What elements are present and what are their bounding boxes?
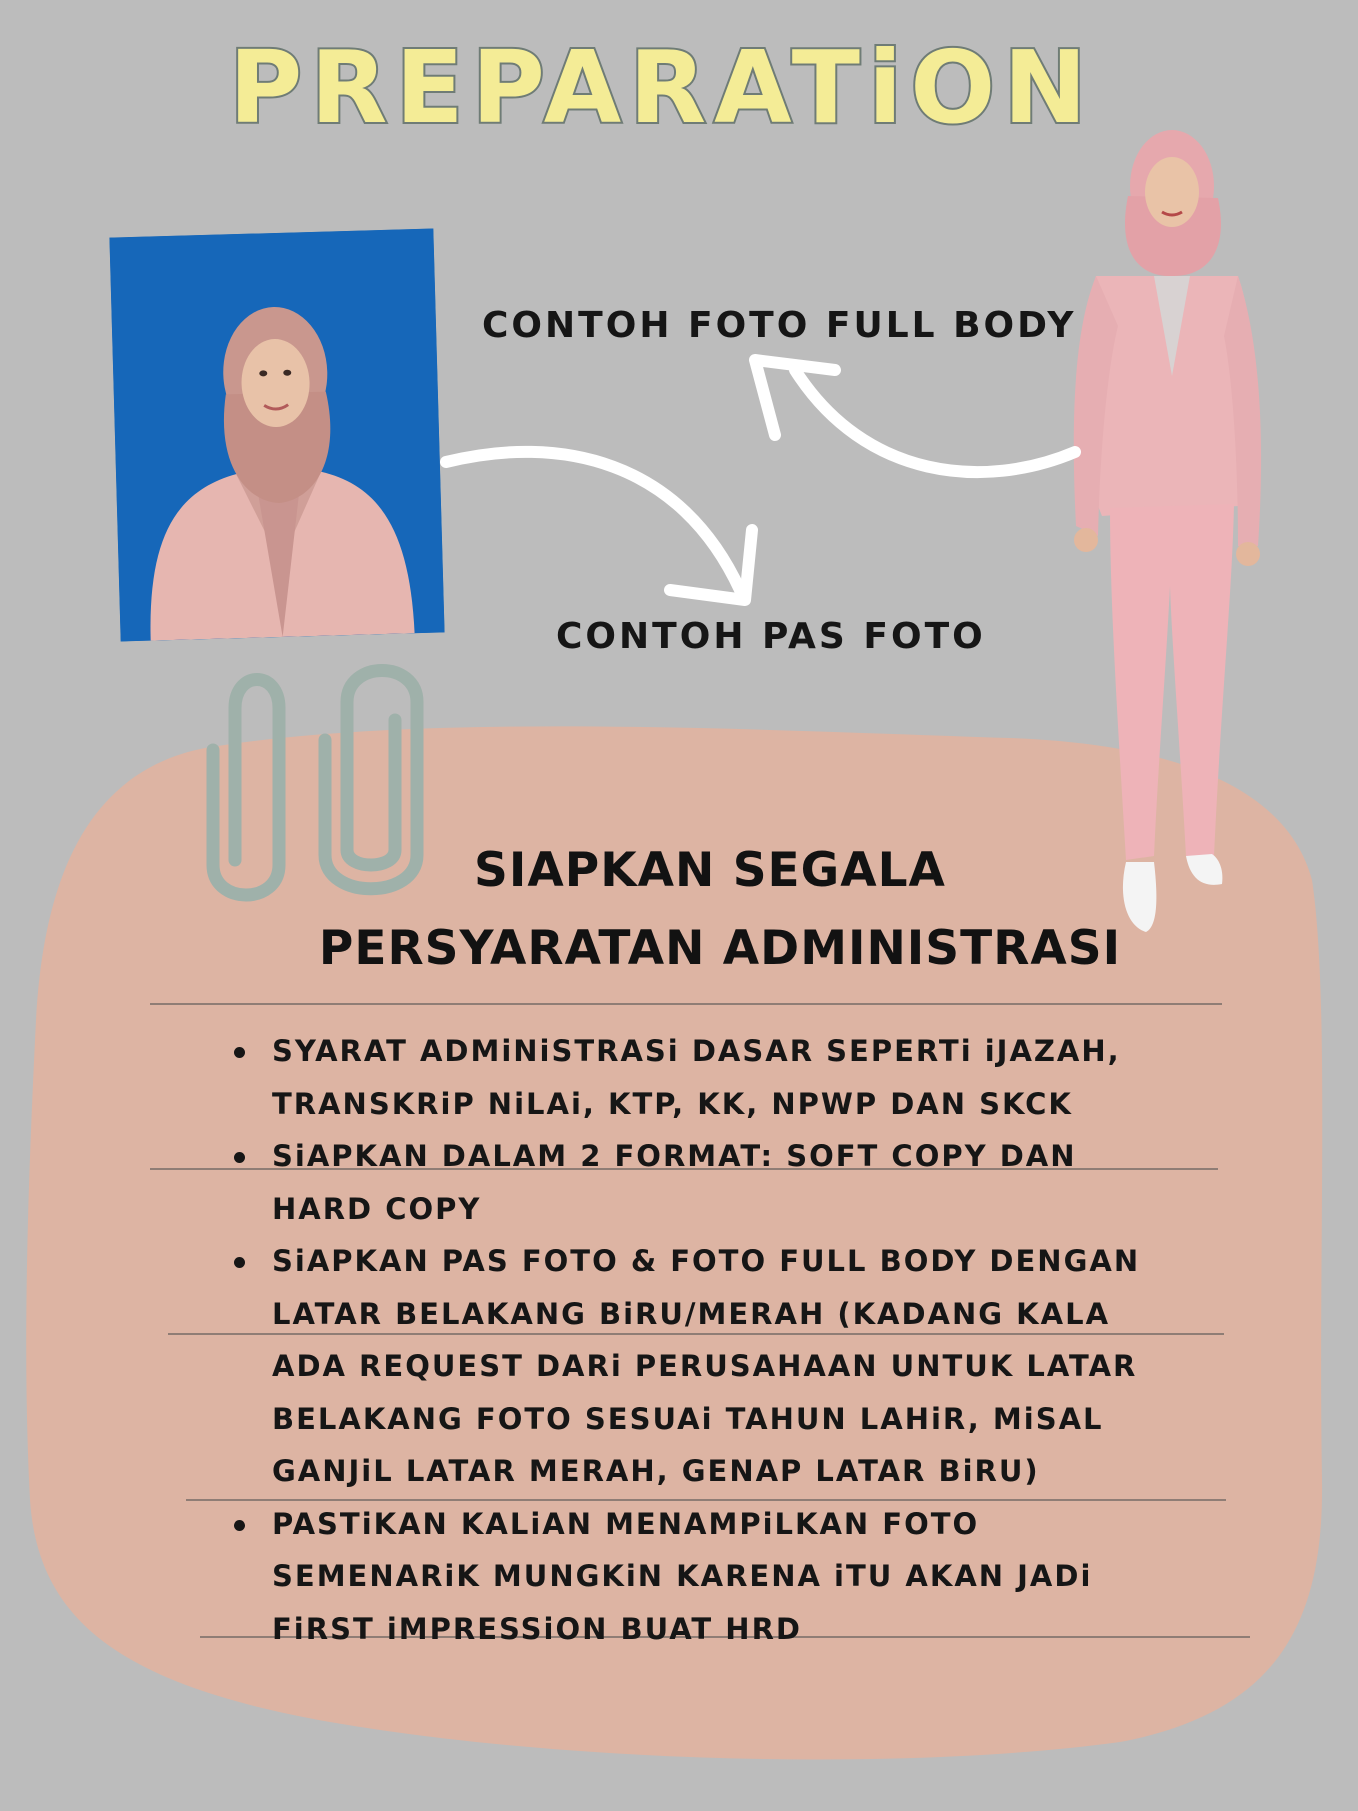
divider [150, 1003, 1222, 1005]
requirements-list [230, 1025, 1160, 1655]
section-heading [250, 832, 1170, 988]
list-item: SYARAT ADMiNiSTRASi DASAR SEPERTi iJAZAH, TRANSKRiP NiLAi, KTP, KK, NPWP DAN SKCK [230, 1025, 1160, 1130]
page-title: PREPARATiON [229, 29, 1095, 146]
bullet-icon [234, 1047, 245, 1058]
arrow-to-pas-foto-label [440, 440, 770, 620]
list-item: SiAPKAN PAS FOTO & FOTO FULL BODY DENGAN LATAR BELAKANG BiRU/MERAH (KADANG KALA ADA REQUEST DARi PERUSAHAAN UNTUK LATAR BELAKANG FOTO SESUAi TAHUN LAHiR, MiSAL GANJiL LATAR MERAH, GENAP LATAR BiRU) [230, 1235, 1160, 1498]
arrow-to-full-body-label [735, 340, 1085, 500]
heading-line-1: SIAPKAN SEGALA [474, 843, 946, 898]
list-item: PASTiKAN KALiAN MENAMPiLKAN FOTO SEMENARiK MUNGKiN KARENA iTU AKAN JADi FiRST iMPRESSiON BUAT HRD [230, 1498, 1160, 1656]
pas-foto-example-photo [109, 229, 444, 642]
bullet-icon [234, 1152, 245, 1163]
bullet-icon [234, 1520, 245, 1531]
label-pas-foto: CONTOH PAS FOTO [556, 616, 986, 657]
label-full-body: CONTOH FOTO FULL BODY [482, 305, 1077, 346]
bullet-icon [234, 1257, 245, 1268]
heading-line-2: PERSYARATAN ADMINISTRASI [318, 921, 1122, 976]
list-item: SiAPKAN DALAM 2 FORMAT: SOFT COPY DAN HARD COPY [230, 1130, 1160, 1235]
